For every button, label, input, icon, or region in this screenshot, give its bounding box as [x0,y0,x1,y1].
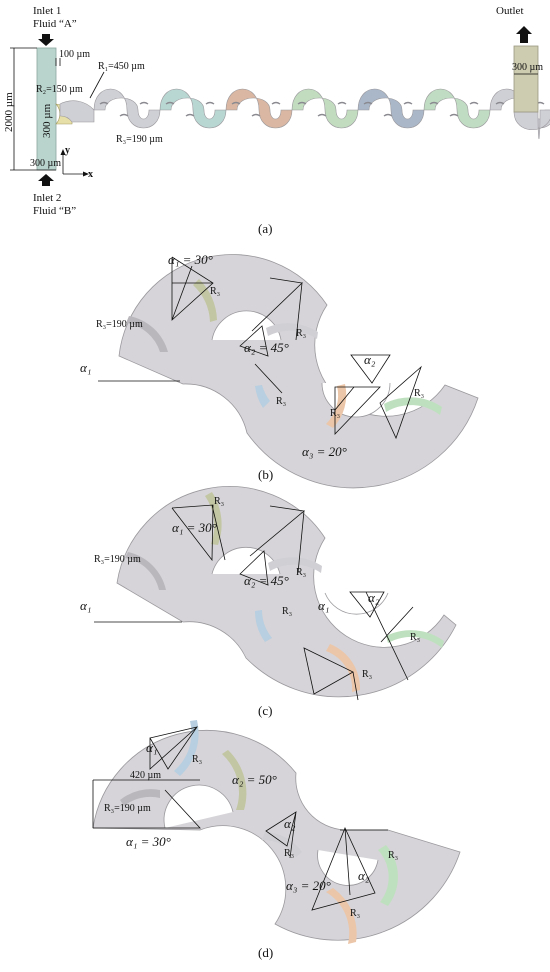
r3-b5: R₃ [414,388,425,399]
alpha3-b: α₃ = 20° [302,444,347,459]
alpha2-small-c: α₂ [368,590,380,605]
caption-c: (c) [258,703,273,718]
serpentine-channel [60,89,550,139]
r3-b2: R₃ [210,286,221,297]
serpentine-baffle [470,103,478,105]
r3-c1: R₃ [214,496,225,507]
caption-b: (b) [258,467,274,482]
dim-2000-label: 2000 µm [3,92,15,132]
alpha2-small-d1: α₂ [284,816,296,831]
r3-value-d: R₃=190 µm [104,803,151,814]
alpha2-c: α₂ = 45° [244,573,289,588]
serpentine-baffle [404,103,412,105]
alpha2-d: α₂ = 50° [232,772,277,787]
r3-d1: R₃ [192,754,203,765]
alpha2-small-d2: α₂ [358,868,370,883]
panel-c [80,486,456,718]
r3-b4: R₃ [330,408,341,419]
alpha1-bottom-d: α₁ = 30° [126,834,171,849]
serpentine-baffle [318,115,326,117]
dim-300-vertical-label: 300 µm [41,103,53,138]
r3-d4: R₃ [350,908,361,919]
serpentine-unit [226,89,292,128]
inlet2-arrow-icon [38,174,54,186]
r3-value-b: R₃=190 µm [96,319,143,330]
r3-c3: R₃ [282,606,293,617]
r3-label: R₃=190 µm [116,134,163,145]
serpentine-baffle [186,115,194,117]
axis-x-label: x [88,169,93,180]
serpentine-unit [160,89,226,128]
serpentine-baffle [338,103,346,105]
r3-d2: R₃ [284,848,295,859]
serpentine-tail [514,110,550,139]
r2-label: R₂=150 µm [36,84,83,95]
r3-value-c: R₃=190 µm [94,554,141,565]
r3-c5: R₃ [410,632,421,643]
serpentine-unit [292,89,358,128]
channel-b [119,254,478,487]
serpentine-baffle [140,103,148,105]
alpha2-small-b: α₂ [364,352,376,367]
inlet1-fluid-label: Fluid “A” [33,18,77,30]
dim-300-bottom-label: 300 µm [30,158,62,169]
dim-420-d: 420 µm [130,770,162,781]
r3-d3: R₃ [388,850,399,861]
inlet2-label: Inlet 2 [33,192,62,204]
alpha1-b: α₁ [80,360,92,375]
dim-300-outlet-label: 300 µm [512,62,544,73]
caption-a: (a) [258,221,273,236]
inlet2-fluid-label: Fluid “B” [33,205,77,217]
dim-100-label: 100 µm [59,49,91,60]
alpha1-top-b: α₁ = 30° [168,252,213,267]
panel-a [3,5,550,236]
serpentine-baffle [384,115,392,117]
serpentine-baffle [450,115,458,117]
alpha3-d: α₃ = 20° [286,878,331,893]
inlet1-arrow-icon [38,34,54,46]
r1-label: R₁=450 µm [98,61,145,72]
channel-c [117,486,456,696]
alpha1-top-c: α₁ = 30° [172,520,217,535]
serpentine-baffle [120,115,128,117]
axis-y-label: y [65,145,70,156]
serpentine-unit [424,89,490,128]
alpha1-mid-c: α₁ [318,598,330,613]
serpentine-baffle [252,115,260,117]
inlet1-label: Inlet 1 [33,5,62,17]
r3-c4: R₃ [362,669,373,680]
panel-d [93,720,460,960]
r3-b1: R₃ [296,328,307,339]
r3-b3: R₃ [276,396,287,407]
caption-d: (d) [258,945,274,960]
r3-c2: R₃ [296,567,307,578]
serpentine-unit [358,89,424,128]
outlet-label: Outlet [496,5,524,17]
alpha1-top-d: α₁ [146,740,158,755]
serpentine-unit [94,89,160,128]
serpentine-baffle [206,103,214,105]
outlet-arrow-icon [516,26,532,43]
serpentine-baffle [272,103,280,105]
panel-b [80,252,478,488]
alpha2-b: α₂ = 45° [244,340,289,355]
outlet-channel [514,46,538,112]
alpha1-c: α₁ [80,598,92,613]
